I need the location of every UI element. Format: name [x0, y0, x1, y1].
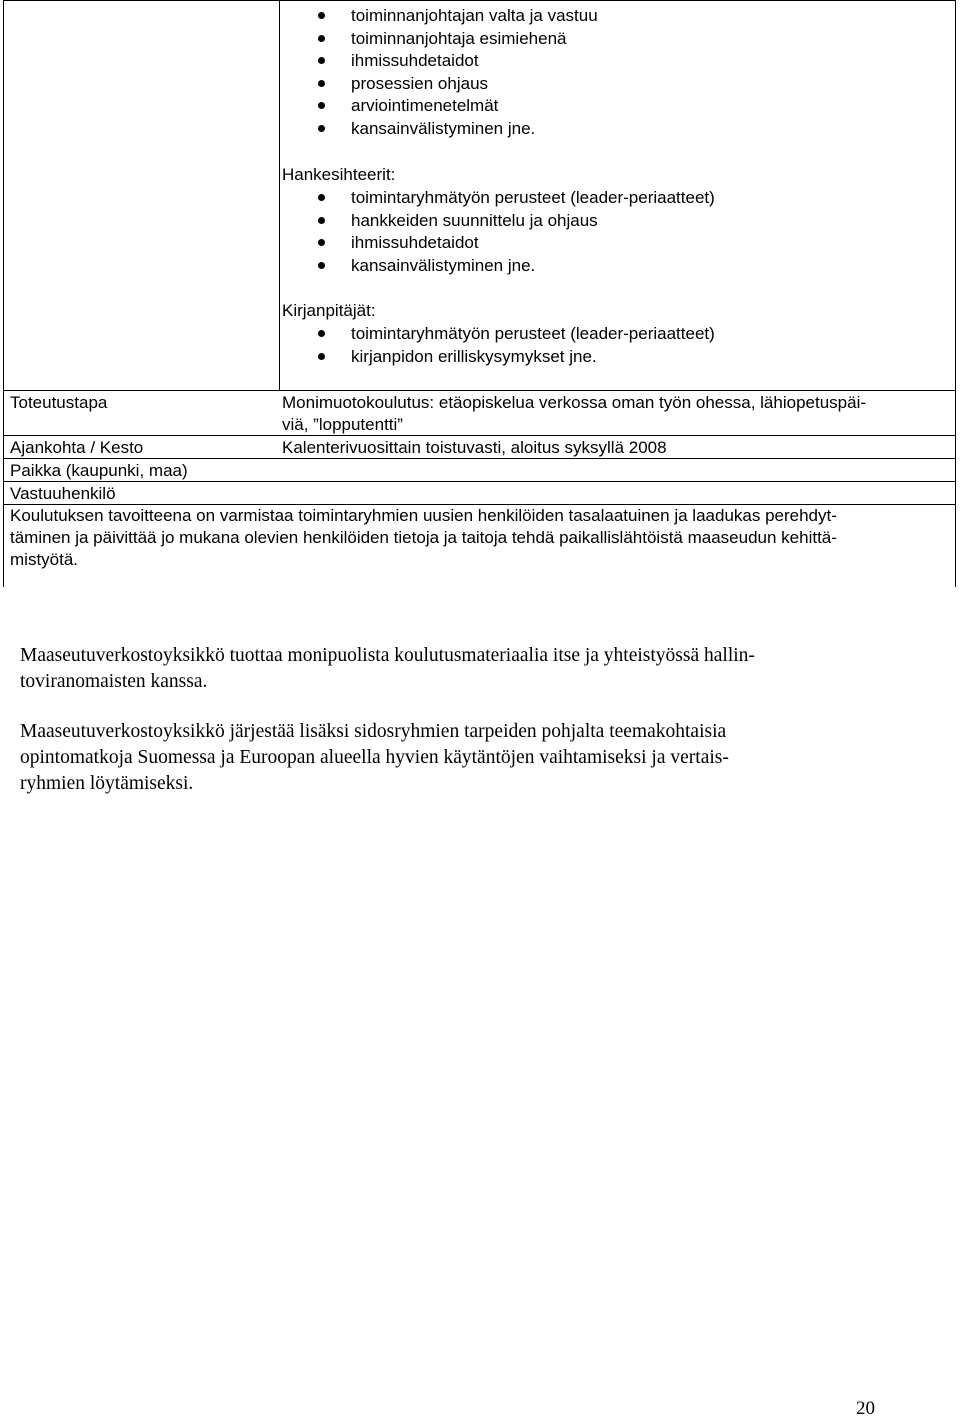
- ajankohta-value: Kalenterivuosittain toistuvasti, aloitus syksyllä 2008: [282, 438, 667, 457]
- list-item: toimintaryhmätyön perusteet (leader-periaatteet): [282, 186, 715, 209]
- list-item: arviointimenetelmät: [282, 94, 598, 117]
- topics-list-general: [282, 4, 598, 139]
- kirjanpitajat-heading: Kirjanpitäjät:: [282, 301, 376, 320]
- bullet-icon: [318, 262, 325, 269]
- goal-line-2: täminen ja päivittää jo mukana olevien henkilöiden tietoja ja taitoja tehdä paikallislähtöistä maaseudun kehittä-: [10, 528, 837, 547]
- paragraph-training-material: Maaseutuverkostoyksikkö tuottaa monipuolista koulutusmateriaalia itse ja yhteistyössä hallin- toviranomaisten kanssa.: [20, 645, 755, 692]
- goal-line-3: mistyötä.: [10, 550, 79, 569]
- paikka-label: Paikka (kaupunki, maa): [10, 461, 188, 480]
- list-item: toiminnanjohtajan valta ja vastuu: [282, 4, 598, 27]
- ajankohta-label: Ajankohta / Kesto: [10, 438, 144, 457]
- bullet-icon: [318, 57, 325, 64]
- bullet-icon: [318, 330, 325, 337]
- list-item: prosessien ohjaus: [282, 72, 598, 95]
- hankesihteerit-heading: Hankesihteerit:: [282, 165, 396, 184]
- column-divider: [279, 1, 280, 391]
- list-item: kansainvälistyminen jne.: [282, 254, 715, 277]
- bullet-icon: [318, 80, 325, 87]
- list-item: ihmissuhdetaidot: [282, 231, 715, 254]
- bullet-icon: [318, 12, 325, 19]
- paragraph-study-trips: Maaseutuverkostoyksikkö järjestää lisäksi sidosryhmien tarpeiden pohjalta teemakohtaisia opintomatkoja Suomessa ja Euroopan alueella hyvien käytäntöjen vaihtamiseksi ja vertais- ryhmien löytämiseksi.: [20, 721, 729, 794]
- page-number: 20: [856, 1398, 875, 1419]
- goal-line-1: Koulutuksen tavoitteena on varmistaa toimintaryhmien uusien henkilöiden tasalaatuinen ja laadukas perehdyt-: [10, 506, 837, 525]
- list-item: kirjanpidon erilliskysymykset jne.: [282, 345, 715, 368]
- row-divider: [4, 481, 955, 482]
- training-table: [3, 0, 956, 587]
- bullet-icon: [318, 194, 325, 201]
- vastuuhenkilo-label: Vastuuhenkilö: [10, 484, 116, 503]
- list-item: kansainvälistyminen jne.: [282, 117, 598, 140]
- bullet-icon: [318, 125, 325, 132]
- list-item: toiminnanjohtaja esimiehenä: [282, 27, 598, 50]
- bullet-icon: [318, 239, 325, 246]
- list-item: ihmissuhdetaidot: [282, 49, 598, 72]
- topics-list-kirjanpitajat: [282, 322, 715, 367]
- toteutustapa-label: Toteutustapa: [10, 393, 108, 412]
- toteutustapa-value-line2: viä, ”lopputentti”: [282, 415, 403, 434]
- toteutustapa-value-line1: Monimuotokoulutus: etäopiskelua verkossa oman työn ohessa, lähiopetuspäi-: [282, 393, 867, 412]
- list-item: hankkeiden suunnittelu ja ohjaus: [282, 209, 715, 232]
- topics-list-hankesihteerit: [282, 186, 715, 276]
- bullet-icon: [318, 35, 325, 42]
- bullet-icon: [318, 217, 325, 224]
- bullet-icon: [318, 102, 325, 109]
- bullet-icon: [318, 353, 325, 360]
- list-item: toimintaryhmätyön perusteet (leader-periaatteet): [282, 322, 715, 345]
